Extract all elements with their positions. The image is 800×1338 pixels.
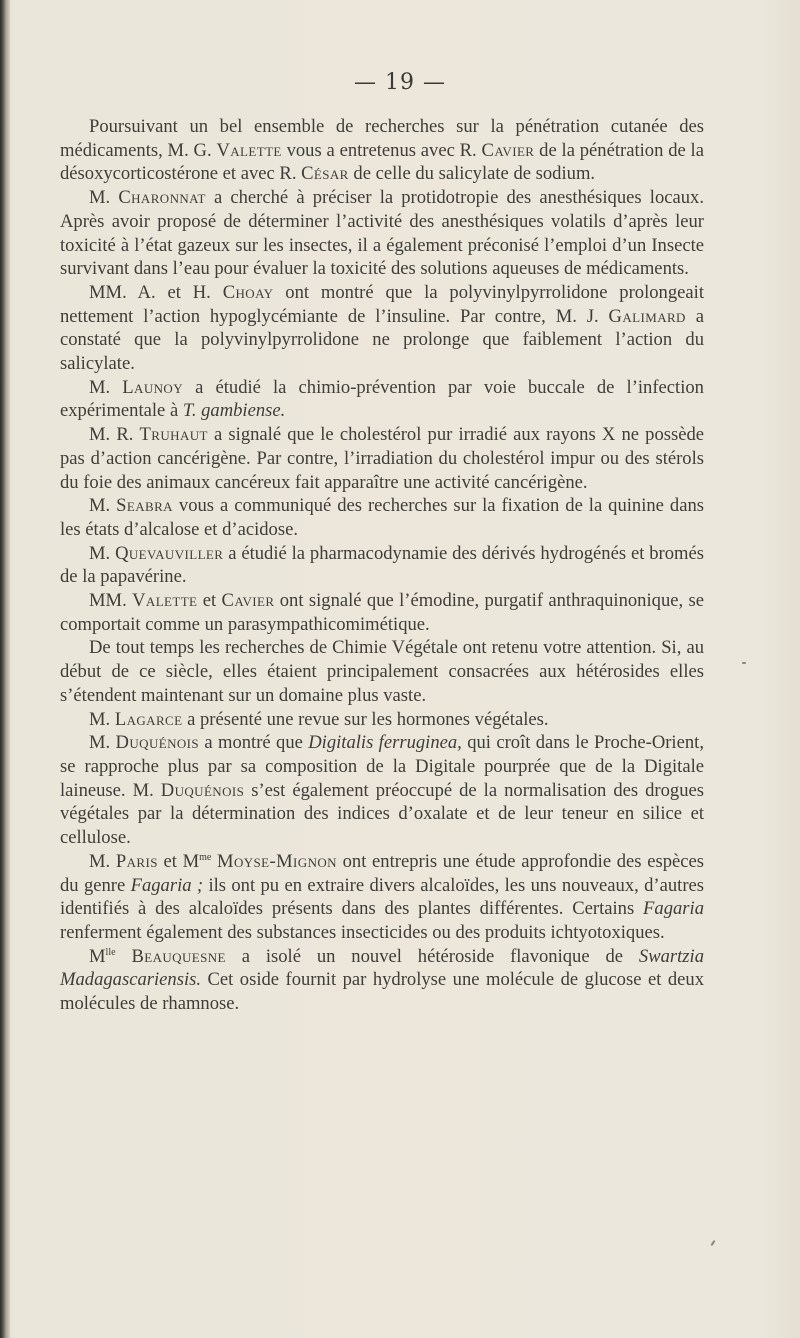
italic-term: Digitalis ferruginea, [308, 732, 462, 754]
author-name: Choay [222, 281, 274, 303]
paragraph [60, 281, 704, 376]
paragraph [60, 494, 704, 541]
text-run: s’est également préoccupé de la normalisation des drogues végétales par la détermination des indices d’oxalate et de leur teneur en silice et cellulose. [60, 779, 705, 849]
paragraph [60, 542, 704, 589]
text-run: a constaté que la polyvinylpyrrolidone ne prolonge que faiblement l’action du salicylate. [60, 305, 704, 375]
author-name: Quevauviller [115, 542, 224, 564]
paragraph [60, 423, 704, 494]
text-run: M [89, 945, 106, 967]
body-text [60, 115, 704, 1016]
text-run: a présenté une revue sur les hormones végétales. [182, 708, 549, 730]
text-run [116, 946, 132, 967]
text-run: renferment également des substances insecticides ou des produits ichtyotoxiques. [60, 921, 665, 943]
author-name: Valette [216, 139, 282, 161]
paragraph [60, 636, 704, 707]
italic-term: Swartzia Madagascariensis. [60, 945, 705, 991]
superscript: me [199, 851, 212, 863]
text-run: et M [157, 850, 200, 872]
author-name: César [301, 163, 349, 185]
italic-term: Fagaria [643, 898, 704, 920]
author-name: Duquénois [115, 732, 200, 754]
text-run: qui croît dans le Proche-Orient, se rapproche plus par sa composition de la Digitale pourprée que de la Digitale laineuse. M. [60, 732, 704, 801]
author-name: Valette [132, 590, 198, 612]
text-run: a étudié la pharmacodynamie des dérivés hydrogénés et bromés de la papavérine. [60, 542, 704, 588]
paragraph [60, 376, 704, 423]
italic-term: T. gambiense. [182, 400, 286, 422]
text-run: MM. [89, 590, 133, 612]
paragraph [60, 186, 704, 281]
text-run: de la pénétration de la désoxycorticostérone et avec R. [60, 139, 704, 185]
text-run: M. [89, 376, 123, 398]
text-run: M. [89, 542, 116, 564]
italic-term: Fagaria ; [130, 874, 204, 896]
text-run: MM. A. et H. [89, 281, 223, 303]
text-run: M. [89, 708, 115, 730]
paragraph [60, 115, 704, 186]
author-name: Moyse-Mignon [217, 850, 337, 872]
paper-mark [710, 1240, 715, 1246]
author-name: Launoy [122, 376, 183, 398]
author-name: Duquénois [160, 779, 245, 801]
text-run: ont signalé que l’émodine, purgatif anthraquinonique, se comportait comme un parasympathicomimétique. [60, 590, 704, 635]
text-run: vous a entretenus avec R. [281, 139, 482, 161]
text-run: a étudié la chimio-prévention par voie buccale de l’infection expérimentale à [60, 376, 704, 422]
author-name: Lagarce [114, 708, 183, 730]
page-number: — 19 — [354, 70, 446, 95]
text-run: M. R. [89, 424, 140, 446]
text-run: M. [89, 732, 116, 754]
paragraph [60, 945, 704, 1016]
binding-edge [0, 0, 10, 1338]
paragraph [60, 731, 704, 850]
text-run: de celle du salicylate de sodium. [348, 163, 596, 185]
text-run: M. [89, 187, 119, 209]
paragraph [60, 589, 704, 636]
text-run: ont entrepris une étude approfondie des espèces du genre [60, 850, 704, 896]
text-run: a signalé que le cholestérol pur irradié aux rayons X ne possède pas d’action cancérigène. Par contre, l’irradiation du cholestérol impur ou des stérols du foie des animaux cancéreux fait apparaître une activité cancérigène. [60, 424, 705, 493]
author-name: Beauquesne [131, 945, 226, 967]
text-run: vous a communiqué des recherches sur la fixation de la quinine dans les états d’alcalose et d’acidose. [60, 495, 704, 540]
text-run: Cet oside fournit par hydrolyse une molécule de glucose et deux molécules de rhamnose. [60, 969, 704, 1015]
text-run: a cherché à préciser la protidotropie des anesthésiques locaux. Après avoir proposé de déterminer l’activité des anesthésiques volatils d’après leur toxicité à l’état gazeux sur les insectes, il a également préconisé l’emploi d’un Insecte survivant dans l’eau pour évaluer la toxicité des solutions aqueuses de médicaments. [60, 187, 704, 280]
author-name: Seabra [116, 495, 173, 517]
author-name: Paris [115, 850, 158, 872]
paragraph [60, 708, 704, 732]
paper-speck [742, 662, 746, 664]
text-run: M. [89, 850, 116, 872]
text-run: a montré que [199, 732, 309, 754]
author-name: Truhaut [139, 424, 208, 446]
author-name: Galimard [608, 305, 686, 327]
text-run: a isolé un nouvel hétéroside flavonique de [225, 945, 639, 967]
text-run: ont montré que la polyvinylpyrrolidone prolongeait nettement l’action hypoglycémiante de l’insuline. Par contre, M. J. [60, 281, 704, 327]
superscript: lle [105, 946, 116, 958]
author-name: Charonnat [118, 187, 206, 209]
paragraph [60, 850, 704, 945]
text-run: ils ont pu en extraire divers alcaloïdes, les uns nouveaux, d’autres identifiés à des alcaloïdes présents dans des plantes différentes. Certains [60, 874, 704, 920]
author-name: Cavier [481, 139, 535, 161]
text-run: M. [89, 495, 117, 517]
text-run: et [197, 590, 222, 612]
author-name: Cavier [221, 590, 275, 612]
text-run: Poursuivant un bel ensemble de recherches sur la pénétration cutanée des médicaments, M. G. [60, 116, 704, 161]
text-run: De tout temps les recherches de Chimie Végétale ont retenu votre attention. Si, au début de ce siècle, elles étaient principalement consacrées aux hétérosides elles s’étendent maintenant sur un domaine plus vaste. [60, 637, 704, 706]
